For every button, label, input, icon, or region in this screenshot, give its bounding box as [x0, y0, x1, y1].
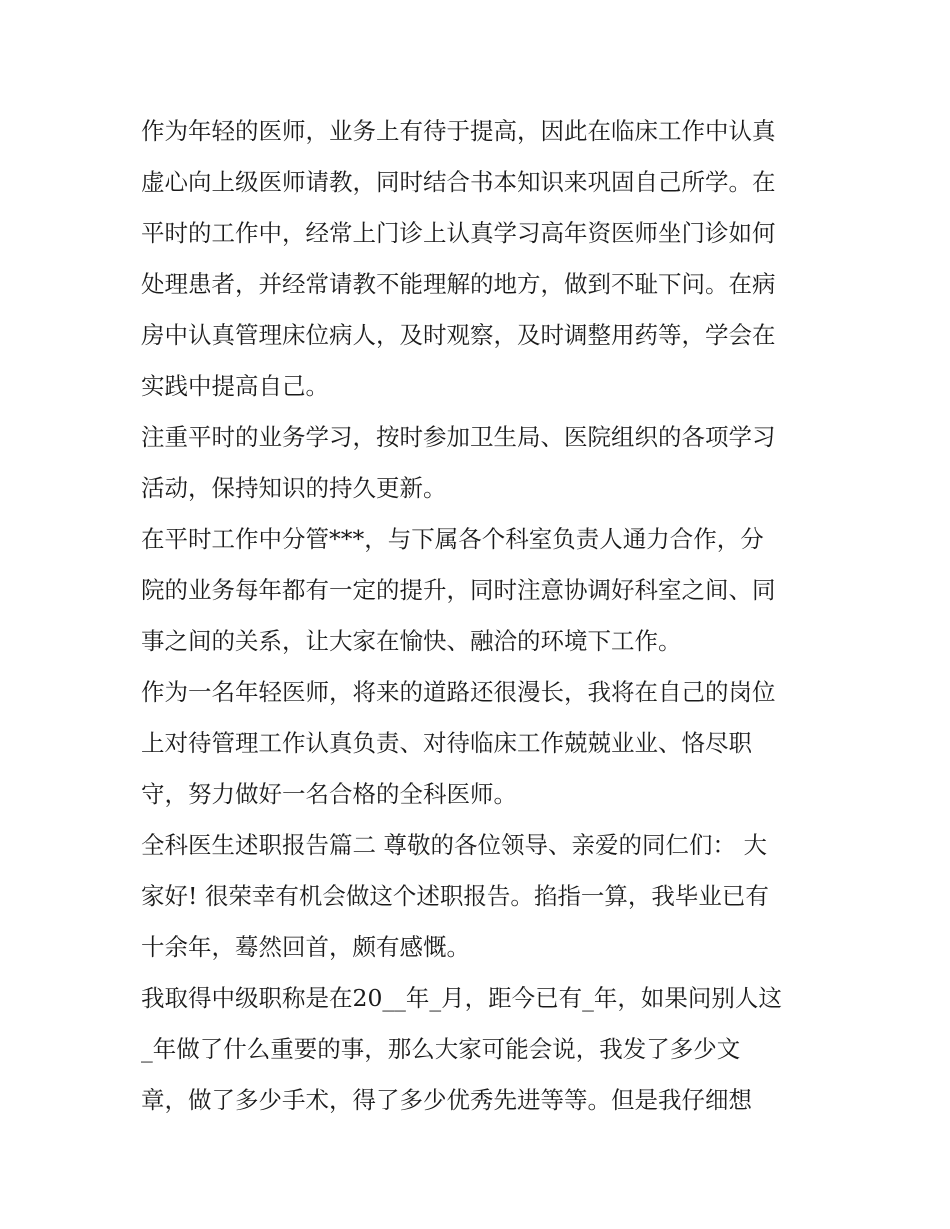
text-line: 作为年轻的医师，业务上有待于提高，因此在临床工作中认真 [141, 117, 776, 145]
text-line: 十余年，蓦然回首，颇有感慨。 [141, 933, 470, 961]
text-line: 处理患者，并经常请教不能理解的地方，做到不耻下问。在病 [141, 270, 776, 298]
text-line: 平时的工作中，经常上门诊上认真学习高年资医师坐门诊如何 [141, 219, 776, 247]
document-body [141, 106, 821, 1126]
text-line: 在平时工作中分管***，与下属各个科室负责人通力合作，分 [141, 525, 764, 553]
text-line: 作为一名年轻医师，将来的道路还很漫长，我将在自己的岗位 [141, 678, 776, 706]
text-line: 实践中提高自己。 [141, 372, 329, 400]
text-line: 注重平时的业务学习，按时参加卫生局、医院组织的各项学习 [141, 423, 776, 451]
text-line: 虚心向上级医师请教，同时结合书本知识来巩固自己所学。在 [141, 168, 776, 196]
text-line: 我取得中级职称是在20__年_月，距今已有_年，如果问别人这 [141, 984, 782, 1012]
text-line: 章，做了多少手术，得了多少优秀先进等等。但是我仔细想 [141, 1086, 752, 1114]
text-line: 上对待管理工作认真负责、对待临床工作兢兢业业、恪尽职 [141, 729, 752, 757]
text-line: 全科医生述职报告篇二 尊敬的各位领导、亲爱的同仁们： 大 [141, 831, 767, 859]
text-line: 守，努力做好一名合格的全科医师。 [141, 780, 517, 808]
text-line: 房中认真管理床位病人，及时观察，及时调整用药等，学会在 [141, 321, 776, 349]
text-line: 院的业务每年都有一定的提升，同时注意协调好科室之间、同 [141, 576, 776, 604]
text-line: 事之间的关系，让大家在愉快、融洽的环境下工作。 [141, 627, 682, 655]
text-line: 活动，保持知识的持久更新。 [141, 474, 447, 502]
text-line: _年做了什么重要的事，那么大家可能会说，我发了多少文 [141, 1035, 741, 1063]
text-line: 家好! 很荣幸有机会做这个述职报告。掐指一算，我毕业已有 [141, 882, 769, 910]
